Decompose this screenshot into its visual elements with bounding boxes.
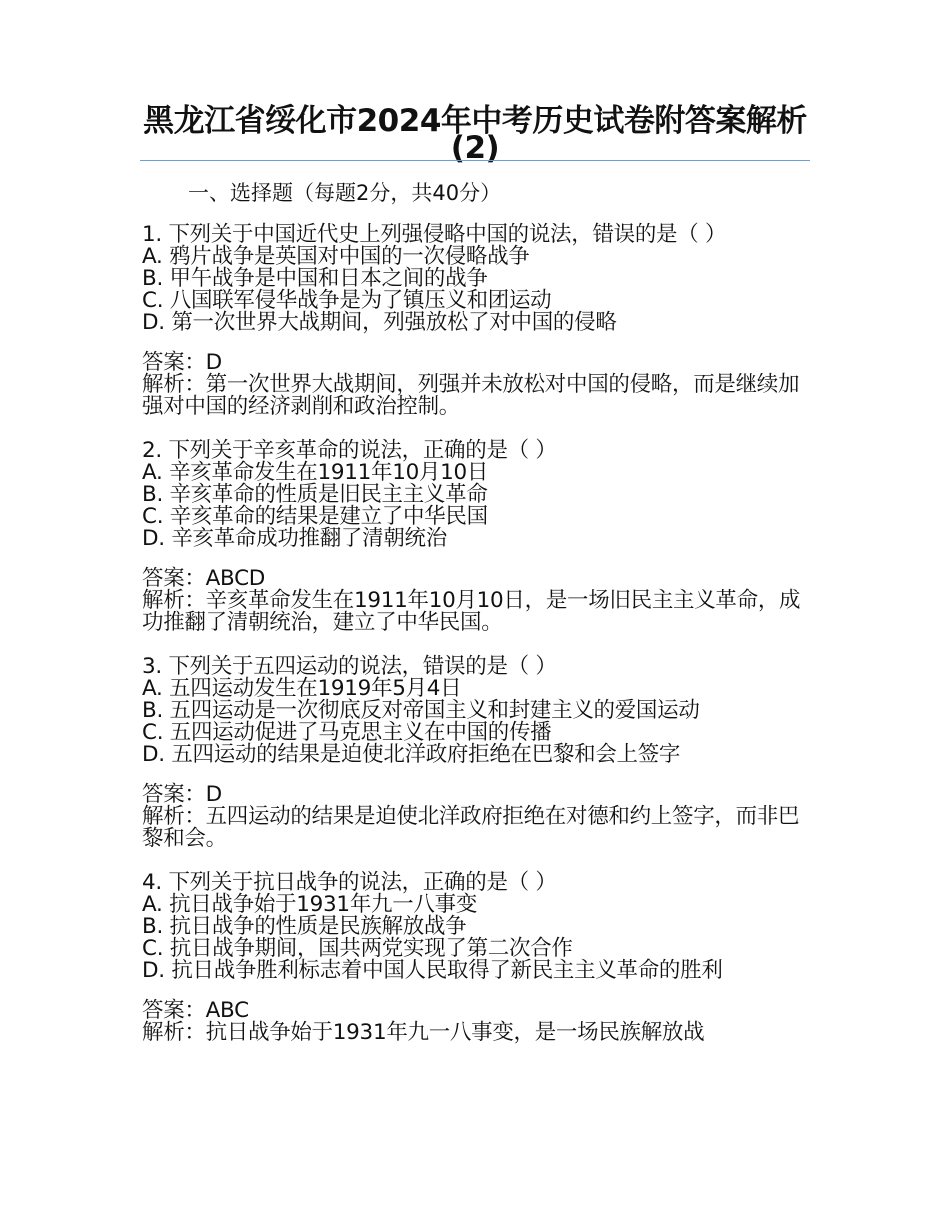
option-b: B. 辛亥革命的性质是旧民主主义革命 [142,482,488,507]
option-d: D. 抗日战争胜利标志着中国人民取得了新民主主义革命的胜利 [142,958,723,983]
option-a: A. 五四运动发生在1919年5月4日 [142,676,462,701]
option-c: C. 抗日战争期间，国共两党实现了第二次合作 [142,936,573,961]
question-2 [142,440,812,652]
question-1 [142,224,812,436]
answer: 答案：D [142,350,222,375]
option-d: D. 辛亥革命成功推翻了清朝统治 [142,526,447,551]
explanation: 解析：抗日战争始于1931年九一八事变，是一场民族解放战 [142,1020,705,1045]
question-stem: 1. 下列关于中国近代史上列强侵略中国的说法，错误的是（ ） [142,222,727,247]
option-c: C. 辛亥革命的结果是建立了中华民国 [142,504,488,529]
question-stem: 2. 下列关于辛亥革命的说法，正确的是（ ） [142,438,557,463]
question-4 [142,872,812,1044]
title-divider [140,160,810,161]
question-list [142,224,812,1044]
option-a: A. 辛亥革命发生在1911年10月10日 [142,460,489,485]
option-d: D. 第一次世界大战期间，列强放松了对中国的侵略 [142,310,617,335]
explanation: 解析：五四运动的结果是迫使北洋政府拒绝在对德和约上签字，而非巴黎和会。 [142,804,800,851]
option-d: D. 五四运动的结果是迫使北洋政府拒绝在巴黎和会上签字 [142,742,681,767]
explanation: 解析：辛亥革命发生在1911年10月10日，是一场旧民主主义革命，成功推翻了清朝统治，建立了中华民国。 [142,588,801,635]
option-a: A. 鸦片战争是英国对中国的一次侵略战争 [142,244,530,269]
answer: 答案：ABCD [142,566,266,591]
section-heading: 一、选择题（每题2分，共40分） [188,181,502,205]
question-3 [142,656,812,868]
answer: 答案：D [142,782,222,807]
answer: 答案：ABC [142,998,249,1023]
option-a: A. 抗日战争始于1931年九一八事变 [142,892,478,917]
option-b: B. 抗日战争的性质是民族解放战争 [142,914,467,939]
explanation: 解析：第一次世界大战期间，列强并未放松对中国的侵略，而是继续加强对中国的经济剥削和政治控制。 [142,372,800,419]
option-b: B. 五四运动是一次彻底反对帝国主义和封建主义的爱国运动 [142,698,700,723]
question-stem: 4. 下列关于抗日战争的说法，正确的是（ ） [142,870,557,895]
option-c: C. 八国联军侵华战争是为了镇压义和团运动 [142,288,552,313]
question-stem: 3. 下列关于五四运动的说法，错误的是（ ） [142,654,557,679]
option-c: C. 五四运动促进了马克思主义在中国的传播 [142,720,552,745]
document-title: 黑龙江省绥化市2024年中考历史试卷附答案解析(2) [143,103,807,166]
option-b: B. 甲午战争是中国和日本之间的战争 [142,266,488,291]
